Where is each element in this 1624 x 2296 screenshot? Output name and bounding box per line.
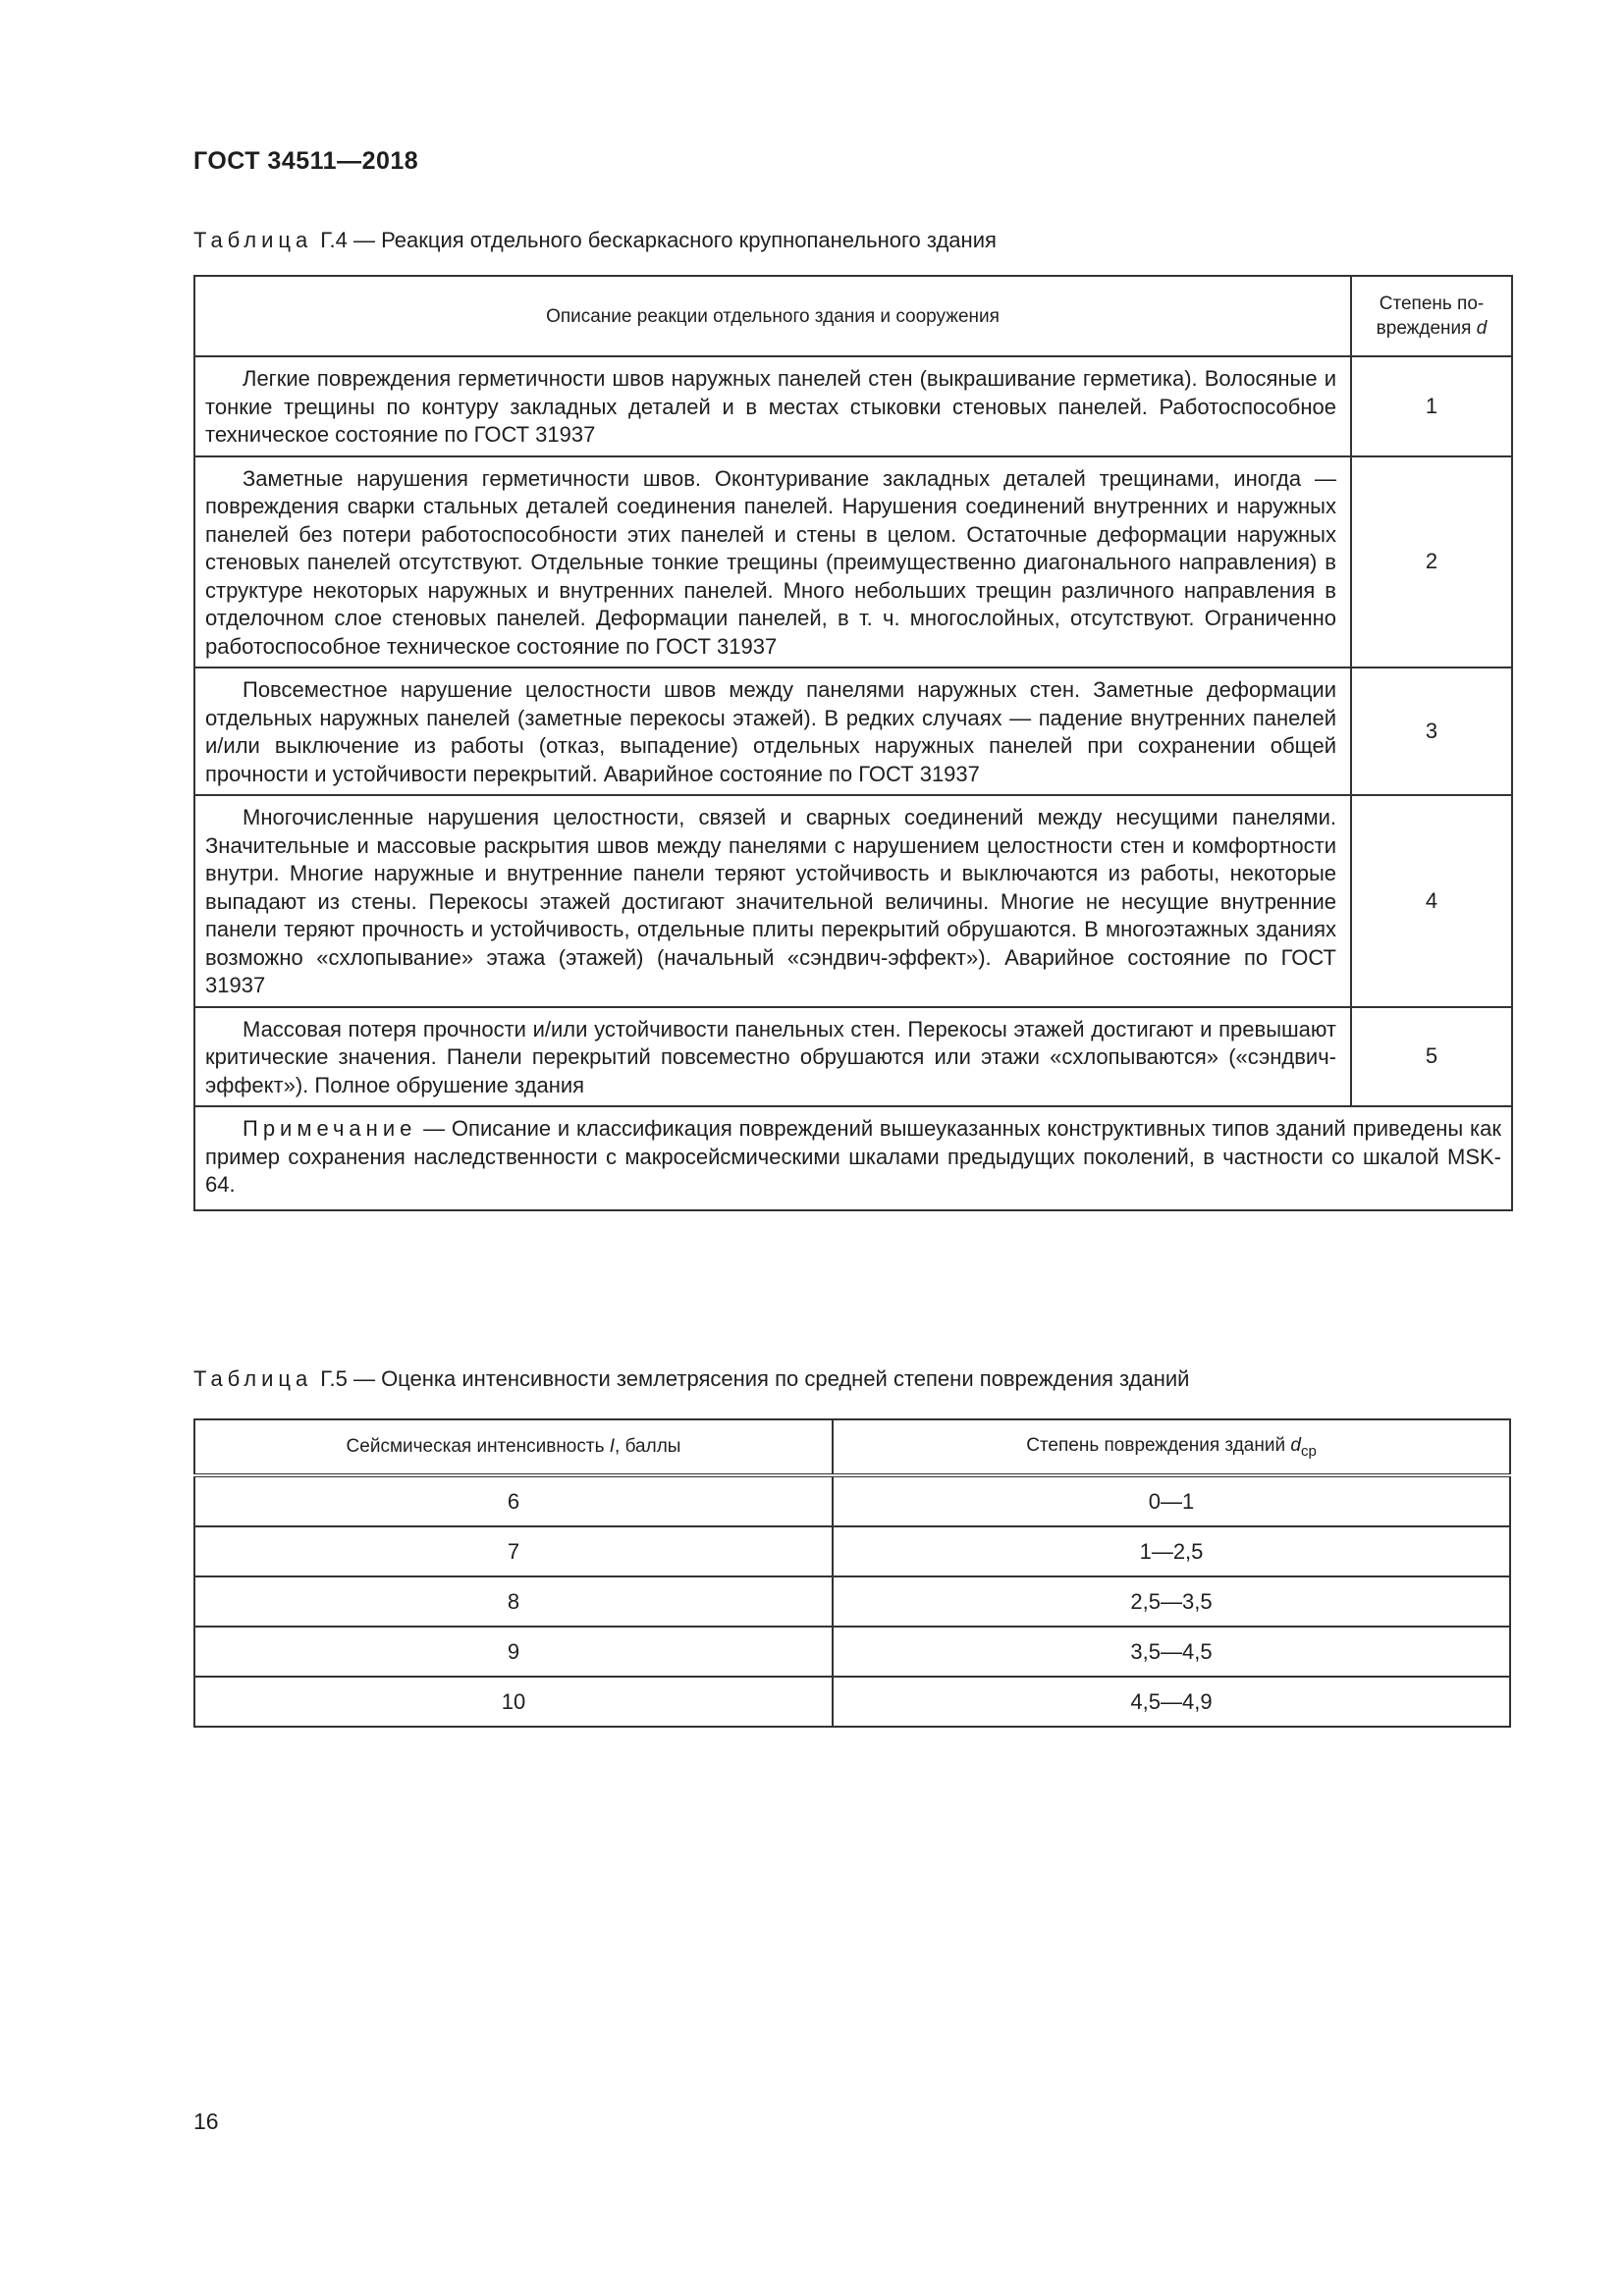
damage-range: 4,5—4,9 [833, 1677, 1510, 1727]
intensity-table [193, 1418, 1511, 1728]
damage-description: Многочисленные нарушения целостности, связей и сварных соединений между несущими панелями. Значительные и массовые раскрытия швов между панелями с нарушением целостности стен и комфортности внутри. Многие наружные и внутренние панели теряют устойчивость и выключаются из работы, некоторые выпадают из стены. Перекосы этажей достигают значительной величины. Многие не несущие внутренние панели теряют прочность и устойчивость, отдельные плиты перекрытий обрушаются. В многоэтажных зданиях возможно «схлопывание» этажа (этажей) (начальный «сэндвич-эффект»). Аварийное состояние по ГОСТ 31937 [194, 795, 1351, 1007]
table4-caption-prefix: Таблица [193, 228, 313, 252]
table-row [194, 1007, 1512, 1107]
table4-col-degree-header-part1: Степень по- [1379, 294, 1485, 314]
damage-degree: 4 [1351, 795, 1512, 1007]
damage-degree: 1 [1351, 356, 1512, 456]
table4-caption [193, 228, 997, 253]
table4-note [194, 1106, 1512, 1210]
table-row [194, 1576, 1510, 1627]
damage-range: 0—1 [833, 1475, 1510, 1526]
table4-col-degree-symbol: d [1476, 318, 1488, 339]
table-row [194, 1475, 1510, 1526]
damage-degree: 3 [1351, 667, 1512, 795]
table5-caption-prefix: Таблица [193, 1366, 313, 1391]
damage-degree: 2 [1351, 456, 1512, 668]
table4-note-label: Примечание [243, 1116, 417, 1141]
table-row [194, 456, 1512, 668]
damage-reaction-table [193, 275, 1513, 1211]
table-row [194, 1627, 1510, 1677]
table-row [194, 1677, 1510, 1727]
intensity-value: 9 [194, 1627, 833, 1677]
table5-col-damage-text: Степень повреждения зданий [1026, 1434, 1286, 1456]
table5-caption-text: Г.5 — Оценка интенсивности землетрясения по средней степени повреждения зданий [320, 1366, 1190, 1391]
table5-col-intensity-symbol: I [609, 1436, 616, 1457]
damage-range: 3,5—4,5 [833, 1627, 1510, 1677]
document-id: ГОСТ 34511—2018 [193, 147, 419, 175]
page-number: 16 [193, 2109, 219, 2134]
table4-col-degree-header-part2: вреждения [1376, 318, 1472, 339]
table5-header-row [194, 1419, 1510, 1475]
damage-description: Легкие повреждения герметичности швов наружных панелей стен (выкрашивание герметика). Волосяные и тонкие трещины по контуру закладных деталей и в местах стыковки стеновых панелей. Работоспособное техническое состояние по ГОСТ 31937 [194, 356, 1351, 456]
table4-header-row [194, 276, 1512, 356]
table4-note-text: — Описание и классификация повреждений вышеуказанных конструктивных типов зданий приведены как пример сохранения наследственности с макросейсмическими шкалами предыдущих поколений, в частности со шкалой MSK-64. [205, 1116, 1501, 1197]
table4-caption-text: Г.4 — Реакция отдельного бескаркасного крупнопанельного здания [320, 228, 997, 252]
intensity-value: 7 [194, 1526, 833, 1576]
table5-col-intensity-header [194, 1419, 833, 1475]
table-row [194, 795, 1512, 1007]
damage-range: 1—2,5 [833, 1526, 1510, 1576]
table5-col-intensity-unit: , баллы [615, 1436, 681, 1457]
table5-caption [193, 1366, 1189, 1392]
intensity-value: 6 [194, 1475, 833, 1526]
intensity-value: 8 [194, 1576, 833, 1627]
damage-description: Повсеместное нарушение целостности швов между панелями наружных стен. Заметные деформации отдельных наружных панелей (заметные перекосы этажей). В редких случаях — падение внутренних панелей и/или выключение из работы (отказ, выпадение) отдельных наружных панелей при сохранении общей прочности и устойчивости перекрытий. Аварийное состояние по ГОСТ 31937 [194, 667, 1351, 795]
table5-col-damage-header [833, 1419, 1510, 1475]
table4-note-row [194, 1106, 1512, 1210]
intensity-value: 10 [194, 1677, 833, 1727]
table-row [194, 667, 1512, 795]
table4-col-degree-header [1351, 276, 1512, 356]
damage-description: Заметные нарушения герметичности швов. Оконтуривание закладных деталей трещинами, иногда — повреждения сварки стальных деталей соединения панелей. Нарушения соединений внутренних и наружных панелей без потери работоспособности этих панелей и стены в целом. Остаточные деформации наружных стеновых панелей отсутствуют. Отдельные тонкие трещины (преимущественно диагонального направления) в структуре некоторых наружных и внутренних панелей. Много небольших трещин различного направления в отделочном слое стеновых панелей. Деформации панелей, в т. ч. многослойных, отсутствуют. Ограниченно работоспособное техническое состояние по ГОСТ 31937 [194, 456, 1351, 668]
table5-col-intensity-text: Сейсмическая интенсивность [346, 1436, 605, 1457]
damage-degree: 5 [1351, 1007, 1512, 1107]
table-row [194, 356, 1512, 456]
table4-col-description-header: Описание реакции отдельного здания и сооружения [194, 276, 1351, 356]
table5-col-damage-subscript: ср [1300, 1442, 1317, 1460]
table5-col-damage-symbol: d [1290, 1434, 1301, 1456]
damage-description: Массовая потеря прочности и/или устойчивости панельных стен. Перекосы этажей достигают и превышают критические значения. Панели перекрытий повсеместно обрушаются или этажи «схлопываются» («сэндвич-эффект»). Полное обрушение здания [194, 1007, 1351, 1107]
table-row [194, 1526, 1510, 1576]
damage-range: 2,5—3,5 [833, 1576, 1510, 1627]
